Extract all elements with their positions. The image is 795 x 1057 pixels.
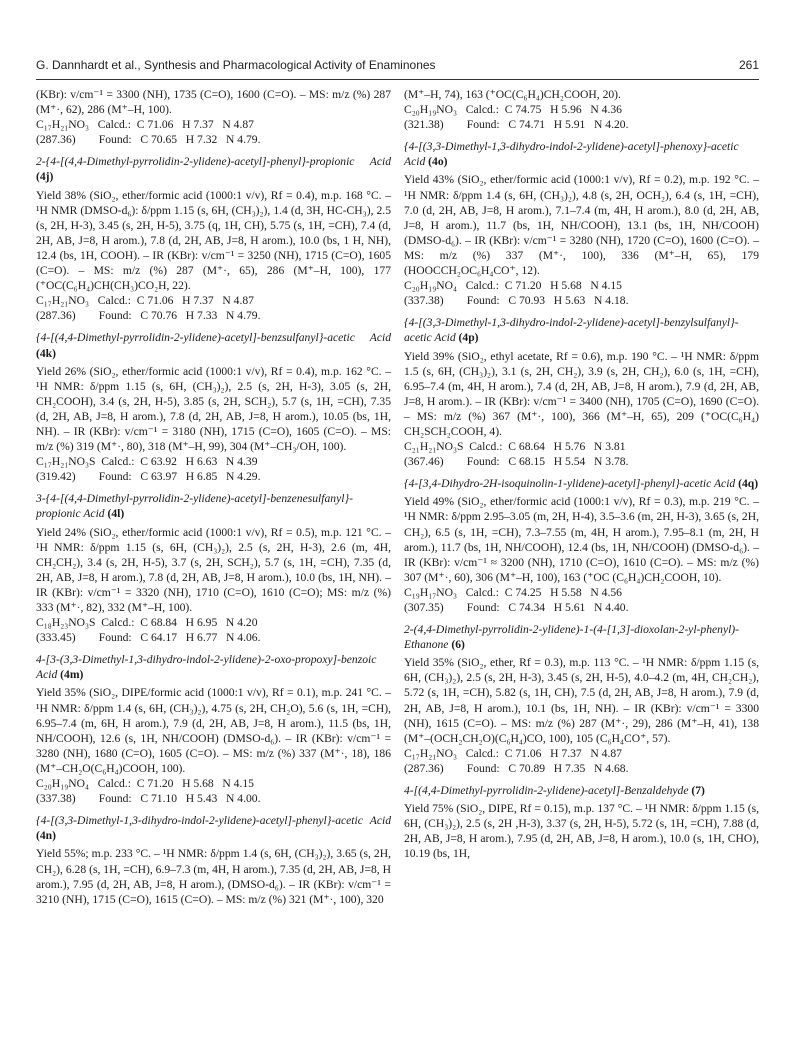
experimental-paragraph: Yield 26% (SiO₂, ether/formic acid (1000:1 v/v), Rf = 0.4), m.p. 162 °C. – ¹H NMR: δ/ppm 1.15 (s, 6H, (CH₃)₂), 2.5 (s, 2H, H-3), 3.05 (s, 2H, CH₂COOH), 3.4 (s, 2H, H-5), 3.85 (s, 2H, SCH₂), 5.7 (s, 1H, =CH), 7.35 (d, 2H, AB, J=8, H arom.), 7.8 (d, 2H, AB, J=8, H arom.), 10.05 (bs, 1H, NH). – IR (KBr): v/cm⁻¹ = 3180 (NH), 1715 (C=O), 1605 (C=O). – MS: m/z (%) 319 (M⁺·, 80), 318 (M⁺–H, 99), 304 (M⁺–CH₃/OH, 100). xyxy=(36,364,391,454)
compound-name: 3-{4-[(4,4-Dimethyl-pyrrolidin-2-ylidene)-acetyl]-benzenesulfanyl}-propionic Acid xyxy=(36,492,353,521)
compound-number: (4j) xyxy=(36,170,54,184)
compound-number: (4k) xyxy=(36,346,56,360)
elemental-analysis-line: C₁₇H₂₁NO₃ Calcd.: C 71.06 H 7.37 N 4.87 xyxy=(404,746,622,760)
experimental-paragraph: Yield 43% (SiO₂, ether/formic acid (1000:1 v/v), Rf = 0.2), m.p. 192 °C. – ¹H NMR: δ/ppm 1.4 (s, 6H, (CH₃)₂), 4.8 (s, 2H, OCH₂), 6.4 (s, 1H, =CH), 7.0 (d, 2H, AB, J=8, H arom.), 7.1–7.4 (m, 4H, H arom.), 8.0 (d, 2H, AB, J=8, H arom.), 11.7 (bs, 1H, NH/COOH), 13.1 (bs, 1H, NH/COOH) (DMSO-d₆). – IR (KBr): v/cm⁻¹ = 3280 (NH), 1720 (C=O), 1600 (C=O). – MS: m/z (%) 337 (M⁺·, 100), 336 (M⁺–H, 65), 179 (HOOCCH₂OC₆H₄CO⁺, 12). xyxy=(404,173,759,278)
elemental-analysis-line: C₁₈H₂₃NO₃S Calcd.: C 68.84 H 6.95 N 4.20 xyxy=(36,616,258,630)
experimental-paragraph: (M⁺–H, 74), 163 (⁺OC(C₆H₄)CH₂COOH, 20). xyxy=(404,88,621,101)
running-header xyxy=(36,58,759,78)
compound-name: 4-[3-(3,3-Dimethyl-1,3-dihydro-indol-2-ylidene)-2-oxo-propoxy]-benzoic Acid xyxy=(36,653,377,682)
elemental-analysis-line: C₁₇H₂₁NO₃ Calcd.: C 71.06 H 7.37 N 4.87 xyxy=(36,118,254,132)
elemental-analysis-line: (367.46) Found: C 68.15 H 5.54 N 3.78. xyxy=(404,455,629,469)
compound-heading xyxy=(404,476,759,491)
elemental-analysis-line: (333.45) Found: C 64.17 H 6.77 N 4.06. xyxy=(36,631,261,645)
compound-number: (4m) xyxy=(60,668,84,682)
elemental-analysis-line: (337.38) Found: C 71.10 H 5.43 N 4.00. xyxy=(36,792,261,806)
compound-heading xyxy=(36,813,391,843)
compound-heading xyxy=(36,330,391,360)
experimental-paragraph: Yield 38% (SiO₂, ether/formic acid (1000:1 v/v), Rf = 0.4), m.p. 168 °C. – ¹H NMR (DMSO-d₆): δ/ppm 1.15 (s, 6H, (CH₃)₂), 1.4 (d, 3H, HC-CH₃), 2.5 (s, 2H, H-3), 3.45 (s, 2H, H-5), 3.75 (q, 1H, CH), 5.75 (s, 1H, =CH), 7.4 (d, 2H, AB, J=8, H arom.), 7.8 (d, 2H, AB, J=8, H arom.), 10.0 (bs, 1 H, NH), 12.4 (bs, 1H, COOH). – IR (KBr): v/cm⁻¹ = 3250 (NH), 1715 (C=O), 1605 (C=O). – MS: m/z (%) 287 (M⁺·, 65), 286 (M⁺–H, 100), 177 (⁺OC(C₆H₄)CH(CH₃)CO₂H, 22). xyxy=(36,188,391,293)
elemental-analysis-line: C₁₉H₁₇NO₃ Calcd.: C 74.25 H 5.58 N 4.56 xyxy=(404,585,622,599)
compound-heading xyxy=(36,652,391,682)
compound-name: {4-[(4,4-Dimethyl-pyrrolidin-2-ylidene)-acetyl]-benzsulfanyl}-acetic Acid xyxy=(36,331,391,345)
elemental-analysis-line: C₂₀H₁₉NO₄ Calcd.: C 71.20 H 5.68 N 4.15 xyxy=(36,777,254,791)
elemental-analysis-line: (337.38) Found: C 70.93 H 5.63 N 4.18. xyxy=(404,294,629,308)
compound-name: 2-(4,4-Dimethyl-pyrrolidin-2-ylidene)-1-(4-[1,3]-dioxolan-2-yl-phenyl)-Ethanone xyxy=(404,623,740,652)
compound-number: (4q) xyxy=(738,477,759,491)
experimental-paragraph: Yield 35% (SiO₂, DIPE/formic acid (1000:1 v/v), Rf = 0.1), m.p. 241 °C. – ¹H NMR: δ/ppm 1.4 (s, 6H, (CH₃)₂), 4.75 (s, 2H, CH₂O), 5.6 (s, 1H, =CH), 6.95–7.4 (m, 6H, H arom.), 7.9 (d, 2H, AB, J=8, H arom.), 11.5 (bs, 1H, NH/COOH), 12.6 (s, 1H, NH/COOH) (DMSO-d₆). – IR (KBr): v/cm⁻¹ = 3280 (NH), 1680 (C=O), 1605 (C=O). – MS: m/z (%) 337 (M⁺·, 18), 186 (M⁺–CH₂O(C₆H₄)COOH, 100). xyxy=(36,686,391,775)
compound-heading xyxy=(36,491,391,521)
elemental-analysis-line: (321.38) Found: C 74.71 H 5.91 N 4.20. xyxy=(404,118,629,132)
compound-number: (7) xyxy=(691,784,705,798)
elemental-analysis-line: C₂₁H₂₁NO₃S Calcd.: C 68.64 H 5.76 N 3.81 xyxy=(404,440,626,454)
compound-number: (4n) xyxy=(36,829,56,843)
right-column xyxy=(404,87,759,862)
elemental-analysis-line: (307.35) Found: C 74.34 H 5.61 N 4.40. xyxy=(404,601,629,614)
elemental-analysis-line: (287.36) Found: C 70.76 H 7.33 N 4.79. xyxy=(36,309,261,323)
left-column xyxy=(36,87,391,907)
compound-name: 2-{4-[(4,4-Dimethyl-pyrrolidin-2-ylidene)-acetyl]-phenyl}-propionic Acid xyxy=(36,155,391,169)
elemental-analysis-line: C₁₇H₂₁NO₃S Calcd.: C 63.92 H 6.63 N 4.39 xyxy=(36,455,258,469)
experimental-paragraph: Yield 75% (SiO₂, DIPE, Rf = 0.15), m.p. 137 °C. – ¹H NMR: δ/ppm 1.15 (s, 6H, (CH₃)₂), 2.5 (s, 2H ,H-3), 3.37 (s, 2H, H-5), 5.72 (s, 1H, =CH), 7.88 (d, 2H, AB, J=8, H arom.), 7.95 (d, 2H, AB, J=8, H arom.), 10.0 (s, 1H, CHO), 10.19 (bs, 1H, xyxy=(404,802,759,861)
running-header-title: G. Dannhardt et al., Synthesis and Pharmacological Activity of Enaminones xyxy=(36,58,436,72)
compound-number: (4p) xyxy=(458,331,479,345)
header-rule xyxy=(36,79,759,80)
compound-number: (4l) xyxy=(107,507,125,521)
compound-name: {4-[(3,3-Dimethyl-1,3-dihydro-indol-2-ylidene)-acetyl]-phenoxy}-acetic Acid xyxy=(404,140,739,169)
elemental-analysis-line: (319.42) Found: C 63.97 H 6.85 N 4.29. xyxy=(36,470,261,484)
experimental-paragraph: Yield 24% (SiO₂, ether/formic acid (1000:1 v/v), Rf = 0.5), m.p. 121 °C. – ¹H NMR: δ/ppm 1.15 (s, 6H, (CH₃)₂), 2.5 (s, 2H, H-3), 2.6 (m, 4H, CH₂CH₂), 3.4 (s, 2H, H-5), 3.7 (s, 2H, SCH₂), 5.7 (s, 1H, =CH), 7.35 (d, 2H, AB, J=8, H arom.), 7.8 (d, 2H, AB, J=8, H arom.), 10.0 (bs, 1H, NH). – IR (KBr): v/cm⁻¹ = 3320 (NH), 1710 (C=O), 1610 (C=O); MS: m/z (%) 333 (M⁺·, 82), 332 (M⁺–H, 100). xyxy=(36,525,391,614)
compound-heading xyxy=(404,315,759,345)
experimental-paragraph: Yield 35% (SiO₂, ether, Rf = 0.3), m.p. 113 °C. – ¹H NMR: δ/ppm 1.15 (s, 6H, (CH₃)₂), 2.5 (s, 2H, H-3), 3.45 (s, 2H, H-5), 4.0–4.2 (m, 4H, CH₂CH₂), 5.72 (s, 1H, =CH), 5.82 (s, 1H, CH), 7.5 (d, 2H, AB, J=8, H arom.), 7.9 (d, 2H, AB, J=8, H arom.), 10.1 (bs, 1H, NH). – IR (KBr): v/cm⁻¹ = 3300 (NH), 1615 (C=O). – MS: m/z (%) 287 (M⁺·, 29), 286 (M⁺–H, 41), 138 (M⁺–(OCH₂CH₂O)(C₆H₄)CO, 100), 105 (C₆H₄CO⁺, 57). xyxy=(404,656,759,745)
elemental-analysis-line: C₂₀H₁₉NO₄ Calcd.: C 71.20 H 5.68 N 4.15 xyxy=(404,279,622,293)
compound-name: {4-[(3,3-Dimethyl-1,3-dihydro-indol-2-ylidene)-acetyl]-benzylsulfanyl}-acetic Acid xyxy=(404,316,739,345)
compound-heading xyxy=(404,622,759,652)
elemental-analysis-line: (287.36) Found: C 70.89 H 7.35 N 4.68. xyxy=(404,761,629,775)
compound-heading xyxy=(404,783,759,798)
compound-heading xyxy=(404,139,759,169)
elemental-analysis-line: (287.36) Found: C 70.65 H 7.32 N 4.79. xyxy=(36,133,261,147)
elemental-analysis-line: C₁₇H₂₁NO₃ Calcd.: C 71.06 H 7.37 N 4.87 xyxy=(36,294,254,308)
compound-number: (4o) xyxy=(428,155,448,169)
compound-number: (6) xyxy=(451,638,465,652)
compound-heading xyxy=(36,154,391,184)
experimental-paragraph: Yield 49% (SiO₂, ether/formic acid (1000:1 v/v), Rf = 0.3), m.p. 219 °C. – ¹H NMR: δ/ppm 2.95–3.05 (m, 2H, H-4), 3.5–3.6 (m, 2H, H-3), 3.65 (s, 2H, CH₂), 6.5 (s, 1H, =CH), 7.3–7.55 (m, 4H, H arom.), 7.95–8.1 (m, 2H, H arom.), 11.7 (bs, 1H, NH/COOH), 12.4 (bs, 1H, NH/COOH) (DMSO-d₆). – IR (KBr): v/cm⁻¹ ≈ 3200 (NH), 1710 (C=O), 1610 (C=O). – MS: m/z (%) 307 (M⁺·, 60), 306 (M⁺–H, 100), 163 (⁺OC (C₆H₄)CH₂COOH, 10). xyxy=(404,495,759,584)
compound-name: {4-[(3,3-Dimethyl-1,3-dihydro-indol-2-ylidene)-acetyl]-phenyl}-acetic Acid xyxy=(36,814,391,828)
compound-name: {4-[3,4-Dihydro-2H-isoquinolin-1-ylidene)-acetyl]-phenyl}-acetic Acid xyxy=(404,477,736,491)
page-number: 261 xyxy=(738,58,759,72)
elemental-analysis-line: C₂₀H₁₉NO₃ Calcd.: C 74.75 H 5.96 N 4.36 xyxy=(404,103,622,117)
experimental-paragraph: Yield 39% (SiO₂, ethyl acetate, Rf = 0.6), m.p. 190 °C. – ¹H NMR: δ/ppm 1.5 (s, 6H, (CH₃)₂), 3.1 (s, 2H, CH₂), 3.9 (s, 2H, CH₂), 6.0 (s, 1H, =CH), 6.95–7.4 (m, 4H, H arom.), 7.4 (d, 2H, AB, J=8, H arom.), 7.9 (d, 2H, AB, J=8, H arom.). – IR (KBr): v/cm⁻¹ = 3400 (NH), 1705 (C=O), 1690 (C=O). – MS: m/z (%) 367 (M⁺·, 100), 366 (M⁺–H, 65), 209 (⁺OC(C₆H₄) CH₂SCH₂COOH, 4). xyxy=(404,349,759,438)
experimental-paragraph: Yield 55%; m.p. 233 °C. – ¹H NMR: δ/ppm 1.4 (s, 6H, (CH₃)₂), 3.65 (s, 2H, CH₂), 6.28 (s, 1H, =CH), 6.9–7.3 (m, 4H, H arom.), 7.35 (d, 2H, AB, J=8, H arom.), 7.95 (d, 2H, AB, J=8, H arom.), (DMSO-d₆). – IR (KBr): v/cm⁻¹ = 3210 (NH), 1715 (C=O), 1615 (C=O). – MS: m/z (%) 321 (M⁺·, 100), 320 xyxy=(36,847,391,906)
compound-name: 4-[(4,4-Dimethyl-pyrrolidin-2-ylidene)-acetyl]-Benzaldehyde xyxy=(404,784,689,798)
experimental-paragraph: (KBr): v/cm⁻¹ = 3300 (NH), 1735 (C=O), 1600 (C=O). – MS: m/z (%) 287 (M⁺·, 62), 286 (M⁺–H, 100). xyxy=(36,88,391,117)
